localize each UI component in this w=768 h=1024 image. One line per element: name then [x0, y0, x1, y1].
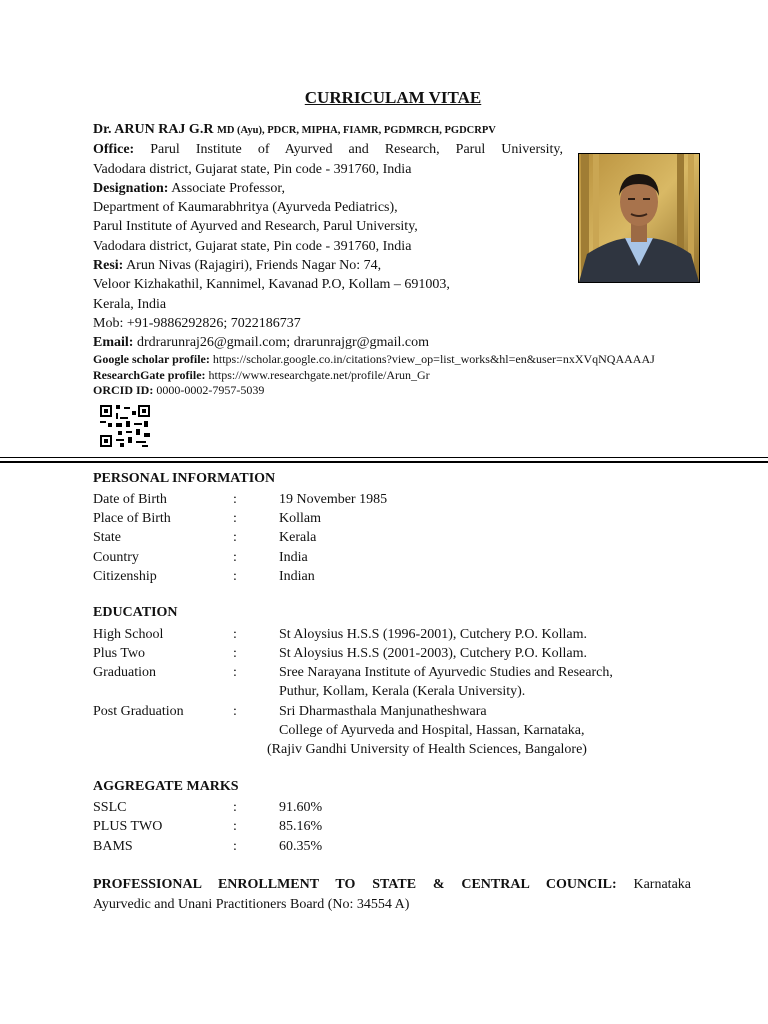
- row-value: 19 November 1985: [279, 492, 388, 507]
- row-separator: :: [233, 665, 237, 680]
- row-value: 85.16%: [279, 819, 323, 834]
- table-row: [93, 528, 713, 547]
- designation-location: Vadodara district, Gujarat state, Pin code - 391760, India: [93, 239, 412, 254]
- row-label: Date of Birth: [93, 492, 167, 507]
- table-row: [93, 798, 713, 817]
- email-label: Email:: [93, 335, 134, 350]
- office-address-2: Vadodara district, Gujarat state, Pin code - 391760, India: [93, 162, 412, 177]
- researchgate-label: ResearchGate profile:: [93, 368, 206, 382]
- row-value: Indian: [279, 569, 315, 584]
- row-label: PLUS TWO: [93, 819, 163, 834]
- table-row: [93, 509, 713, 528]
- table-row: [93, 548, 713, 567]
- row-separator: :: [233, 511, 237, 526]
- document-title: CURRICULAM VITAE: [304, 88, 482, 107]
- enrollment-board-1: Karnataka: [633, 877, 692, 892]
- row-value: College of Ayurveda and Hospital, Hassan, Karnataka,: [279, 723, 585, 738]
- row-label: High School: [93, 627, 164, 642]
- row-label: Country: [93, 550, 139, 565]
- designation-line-1: [93, 179, 285, 198]
- row-label: SSLC: [93, 800, 127, 815]
- row-separator: :: [233, 646, 237, 661]
- row-label: Post Graduation: [93, 704, 184, 719]
- designation-label: Designation:: [93, 181, 169, 196]
- resi-line-1: [93, 256, 381, 275]
- resi-address-3: Kerala, India: [93, 297, 167, 312]
- resi-address-2: Veloor Kizhakathil, Kannimel, Kavanad P.O, Kollam – 691003,: [93, 277, 450, 292]
- table-row: [93, 682, 713, 701]
- mobile-number: Mob: +91-9886292826; 7022186737: [93, 316, 301, 331]
- researchgate-line: [93, 368, 430, 383]
- designation-department: Department of Kaumarabhritya (Ayurveda Pediatrics),: [93, 200, 398, 215]
- row-label: Place of Birth: [93, 511, 171, 526]
- divider-thick: [0, 461, 768, 463]
- portrait-image: [579, 154, 699, 282]
- row-value: Puthur, Kollam, Kerala (Kerala University).: [279, 684, 526, 699]
- marks-heading: AGGREGATE MARKS: [93, 779, 239, 794]
- office-line-1: [93, 140, 563, 159]
- qr-code-icon: [100, 405, 150, 447]
- scholar-label: Google scholar profile:: [93, 352, 210, 366]
- designation-institute: Parul Institute of Ayurved and Research, Parul University,: [93, 219, 418, 234]
- row-label: BAMS: [93, 839, 133, 854]
- enrollment-line-1: [93, 875, 691, 894]
- row-value: Sree Narayana Institute of Ayurvedic Studies and Research,: [279, 665, 613, 680]
- row-label: Citizenship: [93, 569, 157, 584]
- row-value: St Aloysius H.S.S (2001-2003), Cutchery P.O. Kollam.: [279, 646, 588, 661]
- row-separator: :: [233, 627, 237, 642]
- table-row: [93, 490, 713, 509]
- profile-photo: [578, 153, 700, 283]
- scholar-line: [93, 352, 655, 367]
- table-row: [93, 721, 713, 740]
- email-value[interactable]: drdrarunraj26@gmail.com; drarunrajgr@gmail.com: [136, 335, 430, 350]
- table-row: [93, 644, 713, 663]
- university-line: (Rajiv Gandhi University of Health Sciences, Bangalore): [267, 742, 587, 757]
- row-value: 91.60%: [279, 800, 323, 815]
- row-separator: :: [233, 550, 237, 565]
- designation-title: Associate Professor,: [171, 181, 285, 196]
- row-separator: :: [233, 800, 237, 815]
- table-row: [93, 702, 713, 721]
- orcid-line: [93, 383, 264, 398]
- enrollment-board-2: Ayurvedic and Unani Practitioners Board (No: 34554 A): [93, 897, 410, 912]
- researchgate-link[interactable]: https://www.researchgate.net/profile/Arun_Gr: [208, 368, 430, 382]
- row-separator: :: [233, 819, 237, 834]
- name-line: [93, 122, 496, 138]
- personal-heading: PERSONAL INFORMATION: [93, 471, 276, 486]
- row-value: 60.35%: [279, 839, 323, 854]
- candidate-name: Dr. ARUN RAJ G.R: [93, 122, 214, 137]
- row-separator: :: [233, 569, 237, 584]
- table-row: [93, 567, 713, 586]
- row-value: Sri Dharmasthala Manjunatheshwara: [279, 704, 487, 719]
- email-line: [93, 333, 429, 352]
- orcid-value: 0000-0002-7957-5039: [156, 383, 265, 397]
- office-label: Office:: [93, 142, 135, 157]
- table-row: [93, 625, 713, 644]
- row-separator: :: [233, 530, 237, 545]
- resi-address-1: Arun Nivas (Rajagiri), Friends Nagar No: 74,: [126, 258, 382, 273]
- row-value: Kerala: [279, 530, 317, 545]
- row-label: Graduation: [93, 665, 156, 680]
- table-row: [93, 663, 713, 682]
- row-separator: :: [233, 492, 237, 507]
- row-label: State: [93, 530, 121, 545]
- divider-thin: [0, 457, 768, 458]
- office-address-1: Parul Institute of Ayurved and Research, Parul University,: [150, 142, 563, 157]
- qualifications: MD (Ayu), PDCR, MIPHA, FIAMR, PGDMRCH, PGDCRPV: [216, 125, 496, 136]
- row-value: St Aloysius H.S.S (1996-2001), Cutchery P.O. Kollam.: [279, 627, 588, 642]
- resi-label: Resi:: [93, 258, 124, 273]
- orcid-label: ORCID ID:: [93, 383, 154, 397]
- row-value: India: [279, 550, 308, 565]
- row-separator: :: [233, 704, 237, 719]
- scholar-link[interactable]: https://scholar.google.co.in/citations?view_op=list_works&hl=en&user=nxXVqNQAAAAJ: [212, 352, 655, 366]
- row-label: Plus Two: [93, 646, 146, 661]
- row-value: Kollam: [279, 511, 321, 526]
- row-separator: :: [233, 839, 237, 854]
- table-row: [93, 817, 713, 836]
- enrollment-heading: PROFESSIONAL ENROLLMENT TO STATE & CENTRAL COUNCIL:: [93, 877, 617, 892]
- education-heading: EDUCATION: [93, 605, 178, 620]
- table-row: [93, 837, 713, 856]
